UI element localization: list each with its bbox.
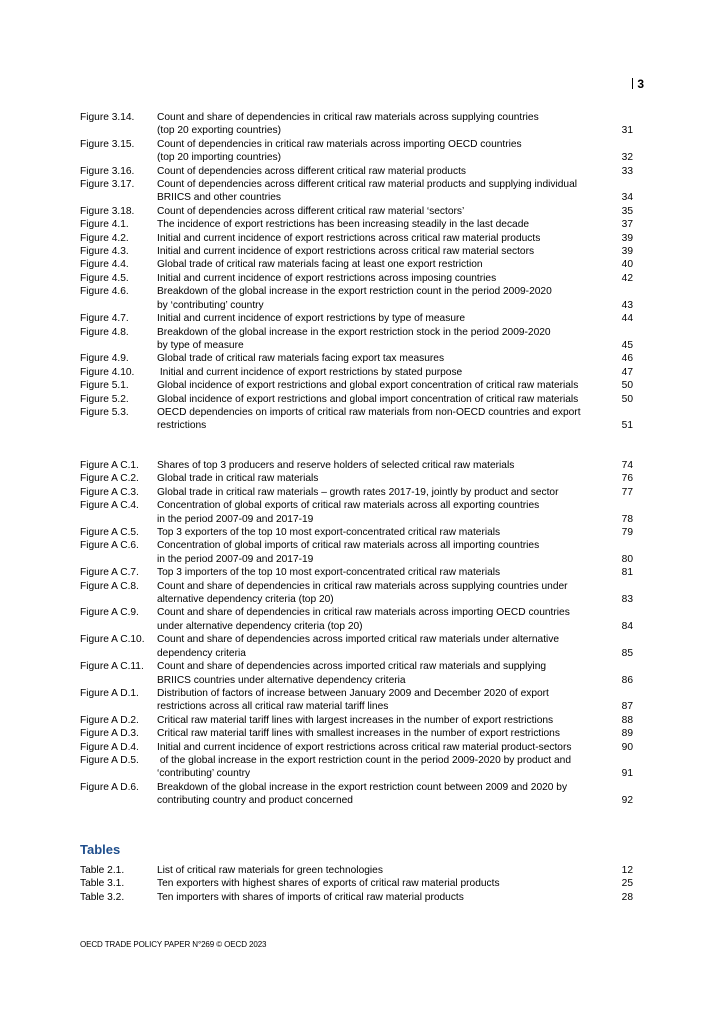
table-list [80,864,633,904]
toc-entry[interactable] [80,781,633,808]
toc-entry-page: 12 [621,865,633,876]
toc-entry-label: Figure A C.2. [80,473,139,485]
toc-entry-label: Figure A C.3. [80,486,139,498]
toc-entry[interactable] [80,580,633,607]
toc-entry-page: 88 [621,714,633,726]
toc-entry-title-line: Critical raw material tariff lines with largest increases in the number of export restrictions [157,714,554,726]
toc-entry[interactable] [80,891,633,904]
toc-entry-title-line: Global trade in critical raw materials [157,473,319,485]
toc-entry[interactable] [80,459,633,472]
toc-entry-label: Figure A D.5. [80,754,139,766]
toc-entry-page: 90 [621,741,633,753]
toc-entry-label: Figure 4.9. [80,353,129,365]
toc-entry-title-line: Ten importers with shares of imports of critical raw material products [157,891,464,903]
toc-entry-title-line: Concentration of global imports of critical raw materials across all importing countries [157,540,540,552]
toc-entry-page: 35 [621,205,633,217]
toc-entry-label: Figure 4.7. [80,313,129,325]
toc-entry-title-line: Global incidence of export restrictions and global export concentration of critical raw materials [157,380,579,392]
toc-entry-title-line: Global trade of critical raw materials facing export tax measures [157,353,445,365]
toc-entry[interactable] [80,326,633,353]
toc-entry-title-line: Count and share of dependencies in critical raw materials across supplying countries under [157,580,568,592]
toc-entry-page: 25 [621,878,633,890]
toc-entry-title-line: BRIICS countries under alternative dependency criteria [157,674,406,686]
toc-entry-label: Figure A D.6. [80,781,139,793]
toc-entry-page: 80 [621,553,633,565]
toc-entry[interactable] [80,877,633,890]
toc-entry[interactable] [80,864,633,877]
toc-entry-label: Figure A D.4. [80,741,139,753]
toc-entry-page: 51 [621,420,633,432]
toc-entry-label: Figure A D.3. [80,728,139,740]
toc-entry-page: 40 [621,259,633,271]
toc-entry-label: Figure A C.6. [80,540,139,552]
toc-entry-title-line: of the global increase in the export restriction count in the period 2009-2020 by product and [157,754,571,766]
toc-entry-title-line: restrictions [157,420,207,432]
toc-entry-title-line: Critical raw material tariff lines with smallest increases in the number of export restrictions [157,728,560,740]
toc-entry[interactable] [80,218,633,231]
toc-entry-label: Figure A D.2. [80,714,139,726]
toc-entry-title-line: Initial and current incidence of export restrictions across critical raw material products [157,232,541,244]
toc-entry-title-line: Count of dependencies across different critical raw material ‘sectors’ [157,205,465,217]
toc-entry-title-line: Top 3 exporters of the top 10 most export-concentrated critical raw materials [157,527,501,539]
toc-entry-title-line: Initial and current incidence of export restrictions by type of measure [157,313,466,325]
toc-entry-page: 87 [621,701,633,713]
toc-entry-title-line: Concentration of global exports of critical raw materials across all exporting countries [157,500,540,512]
toc-entry-label: Figure 5.3. [80,406,129,418]
toc-entry-title-line: Breakdown of the global increase in the export restriction count between 2009 and 2020 by [157,781,568,793]
toc-entry-label: Figure 4.8. [80,326,129,338]
page-number-divider [632,78,633,89]
toc-entry-label: Figure 3.18. [80,205,135,217]
toc-entry-title-line: Initial and current incidence of export restrictions across critical raw material product-sectors [157,741,572,753]
toc-entry-title-line: alternative dependency criteria (top 20) [157,594,334,606]
toc-entry-page: 74 [621,460,633,471]
toc-entry-label: Figure A C.10. [80,634,145,646]
toc-entry-label: Figure 4.4. [80,259,129,271]
toc-entry-title-line: Initial and current incidence of export restrictions across critical raw material sectors [157,246,535,258]
toc-entry-title-line: Initial and current incidence of export restrictions across imposing countries [157,272,497,284]
toc-entry-title-line: ‘contributing’ country [157,768,251,780]
toc-entry-title-line: Global trade in critical raw materials – growth rates 2017-19, jointly by product and sector [157,486,559,498]
toc-entry-title-line: restrictions across all critical raw material tariff lines [157,701,389,713]
toc-entry-title-line: Ten exporters with highest shares of exports of critical raw material products [157,878,500,890]
toc-entry-page: 45 [621,339,633,351]
toc-entry-label: Figure A D.1. [80,687,139,699]
toc-entry-label: Figure 4.10. [80,366,135,378]
toc-entry-label: Figure 5.2. [80,393,129,405]
toc-entry-label: Figure A C.7. [80,567,139,579]
tables-heading: Tables [80,842,121,857]
toc-entry[interactable] [80,526,633,539]
toc-entry-page: 34 [621,192,633,204]
toc-entry-title-line: Count and share of dependencies in critical raw materials across importing OECD countries [157,607,570,619]
toc-entry-label: Figure 3.14. [80,112,135,123]
toc-entry-label: Figure 4.5. [80,272,129,284]
toc-entry-label: Figure A C.5. [80,527,139,539]
toc-entry-title-line: Initial and current incidence of export restrictions by stated purpose [157,366,463,378]
toc-entry[interactable] [80,486,633,499]
toc-entry-title-line: OECD dependencies on imports of critical raw materials from non-OECD countries and export [157,406,581,418]
toc-entry-page: 32 [621,152,633,164]
toc-entry-label: Figure 3.15. [80,138,135,150]
toc-entry-page: 42 [621,272,633,284]
toc-entry-label: Table 2.1. [80,865,125,876]
toc-entry[interactable] [80,472,633,485]
toc-entry[interactable] [80,165,633,178]
toc-entry[interactable] [80,366,633,379]
toc-entry-label: Figure A C.4. [80,500,139,512]
toc-entry-title-line: Count of dependencies across different critical raw material products and supplying individual [157,179,577,191]
toc-entry[interactable] [80,138,633,165]
toc-entry[interactable] [80,727,633,740]
toc-entry[interactable] [80,111,633,138]
toc-entry-page: 91 [621,768,633,780]
toc-entry-title-line: BRIICS and other countries [157,192,282,204]
toc-entry[interactable] [80,660,633,687]
toc-entry[interactable] [80,178,633,205]
toc-entry[interactable] [80,379,633,392]
figure-list-main [80,111,633,433]
toc-entry[interactable] [80,258,633,271]
toc-entry-page: 47 [621,366,633,378]
toc-entry[interactable] [80,245,633,258]
toc-entry-title-line: Count of dependencies in critical raw materials across importing OECD countries [157,138,522,150]
toc-entry-title-line: The incidence of export restrictions has been increasing steadily in the last decade [157,219,530,231]
toc-entry[interactable] [80,714,633,727]
toc-entry[interactable] [80,566,633,579]
toc-entry-title-line: contributing country and product concerned [157,795,353,807]
toc-entry-title-line: Count and share of dependencies across imported critical raw materials and supplying [157,661,547,673]
toc-entry-page: 43 [621,299,633,311]
toc-entry-page: 39 [621,246,633,258]
toc-entry-page: 44 [621,313,633,325]
toc-entry[interactable] [80,754,633,781]
toc-entry-page: 28 [621,891,633,903]
toc-entry-title-line: dependency criteria [157,647,246,659]
toc-entry-page: 31 [621,125,633,137]
toc-entry-title-line: Breakdown of the global increase in the export restriction count in the period 2009-2020 [157,286,552,298]
toc-entry-label: Figure A C.8. [80,580,139,592]
toc-entry-title-line: Global trade of critical raw materials facing at least one export restriction [157,259,483,271]
toc-entry-label: Figure A C.1. [80,460,139,471]
toc-entry[interactable] [80,352,633,365]
toc-entry-page: 85 [621,647,633,659]
toc-entry-page: 92 [621,795,633,807]
toc-entry-page: 83 [621,594,633,606]
toc-entry[interactable] [80,205,633,218]
toc-entry-page: 37 [621,219,633,231]
toc-entry-page: 76 [621,473,633,485]
toc-entry-page: 84 [621,620,633,632]
toc-entry-label: Figure 5.1. [80,380,129,392]
toc-entry-page: 77 [621,486,633,498]
toc-entry[interactable] [80,606,633,633]
toc-entry-page: 81 [621,567,633,579]
toc-entry[interactable] [80,232,633,245]
page-footer: OECD TRADE POLICY PAPER N°269 © OECD 2023 [80,940,267,949]
toc-entry-page: 79 [621,527,633,539]
toc-entry[interactable] [80,687,633,714]
toc-entry-label: Figure 4.2. [80,232,129,244]
toc-entry-title-line: Shares of top 3 producers and reserve holders of selected critical raw materials [157,460,515,471]
toc-entry-title-line: Top 3 importers of the top 10 most export-concentrated critical raw materials [157,567,501,579]
toc-entry[interactable] [80,312,633,325]
toc-entry[interactable] [80,272,633,285]
toc-entry-title-line: in the period 2007-09 and 2017-19 [157,553,314,565]
toc-entry-page: 39 [621,232,633,244]
toc-entry-page: 89 [621,728,633,740]
toc-entry-title-line: List of critical raw materials for green technologies [157,865,383,876]
toc-entry-page: 46 [621,353,633,365]
toc-entry-label: Table 3.2. [80,891,125,903]
toc-entry-page: 86 [621,674,633,686]
toc-entry-page: 50 [621,393,633,405]
toc-entry-label: Figure 4.3. [80,246,129,258]
toc-entry-page: 78 [621,513,633,525]
toc-entry-title-line: under alternative dependency criteria (top 20) [157,620,363,632]
toc-entry[interactable] [80,285,633,312]
toc-entry[interactable] [80,499,633,526]
toc-entry-title-line: (top 20 importing countries) [157,152,282,164]
toc-entry-label: Figure 4.6. [80,286,129,298]
toc-entry[interactable] [80,741,633,754]
toc-entry-label: Figure 3.17. [80,179,135,191]
toc-entry-title-line: in the period 2007-09 and 2017-19 [157,513,314,525]
toc-entry-label: Figure A C.9. [80,607,139,619]
toc-entry-title-line: Count of dependencies across different critical raw material products [157,165,466,177]
page-number [632,77,644,91]
toc-entry-title-line: by ‘contributing’ country [157,299,264,311]
toc-entry-page: 33 [621,165,633,177]
toc-entry-title-line: (top 20 exporting countries) [157,125,282,137]
toc-entry-label: Figure 3.16. [80,165,135,177]
toc-entry[interactable] [80,393,633,406]
toc-entry-label: Figure A C.11. [80,661,144,673]
toc-entry[interactable] [80,406,633,433]
toc-entry-title-line: Global incidence of export restrictions and global import concentration of critical raw materials [157,393,579,405]
toc-entry-page: 50 [621,380,633,392]
toc-entry-label: Table 3.1. [80,878,125,890]
toc-entry-title-line: Breakdown of the global increase in the export restriction stock in the period 2009-2020 [157,326,551,338]
toc-entry-title-line: Count and share of dependencies across imported critical raw materials under alternative [157,634,560,646]
toc-entry-title-line: by type of measure [157,339,244,351]
toc-entry-title-line: Distribution of factors of increase between January 2009 and December 2020 of export [157,687,549,699]
figure-list-annex [80,459,633,808]
page-number-value: 3 [637,77,644,91]
toc-entry[interactable] [80,539,633,566]
toc-entry-title-line: Count and share of dependencies in critical raw materials across supplying countries [157,112,539,123]
toc-entry-label: Figure 4.1. [80,219,129,231]
toc-entry[interactable] [80,633,633,660]
